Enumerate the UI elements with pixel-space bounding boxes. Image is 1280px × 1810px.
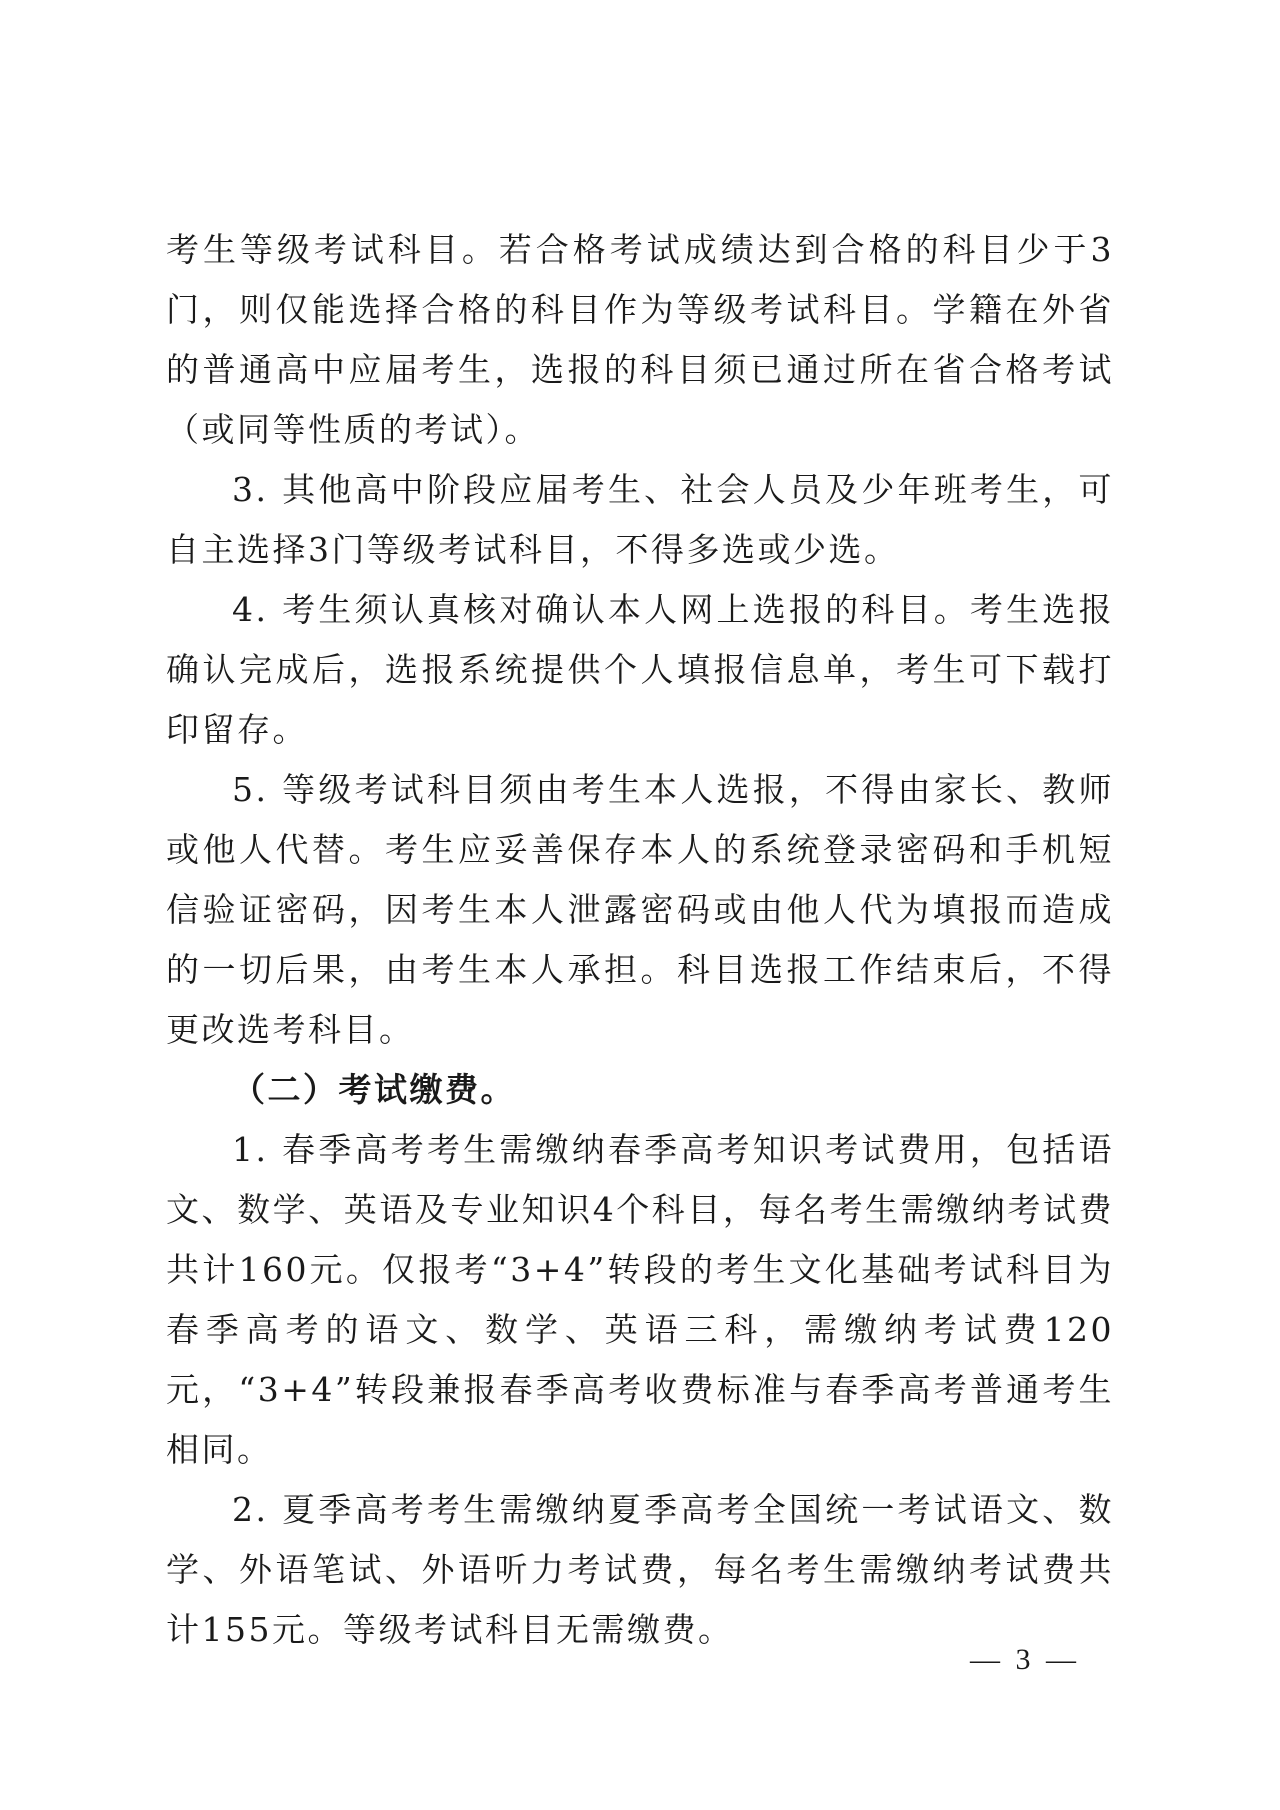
document-body: [166, 220, 1114, 1660]
paragraph-continued-subject-selection: 考生等级考试科目。若合格考试成绩达到合格的科目少于3门，则仅能选择合格的科目作为等级考试科目。学籍在外省的普通高中应届考生，选报的科目须已通过所在省合格考试（或同等性质的考试）。: [166, 230, 1114, 449]
paragraph-item-5: 5. 等级考试科目须由考生本人选报，不得由家长、教师或他人代替。考生应妥善保存本人的系统登录密码和手机短信验证密码，因考生本人泄露密码或由他人代为填报而造成的一切后果，由考生本人承担。科目选报工作结束后，不得更改选考科目。: [166, 770, 1114, 1049]
paragraph-fee-item-2: 2. 夏季高考考生需缴纳夏季高考全国统一考试语文、数学、外语笔试、外语听力考试费，每名考生需缴纳考试费共计155元。等级考试科目无需缴费。: [166, 1490, 1114, 1649]
paragraph-item-4: 4. 考生须认真核对确认本人网上选报的科目。考生选报确认完成后，选报系统提供个人填报信息单，考生可下载打印留存。: [166, 590, 1114, 749]
paragraph-fee-item-1: 1. 春季高考考生需缴纳春季高考知识考试费用，包括语文、数学、英语及专业知识4个科目，每名考生需缴纳考试费共计160元。仅报考“3+4”转段的考生文化基础考试科目为春季高考的语文、数学、英语三科，需缴纳考试费120元，“3+4”转段兼报春季高考收费标准与春季高考普通考生相同。: [166, 1130, 1114, 1469]
page-number: — 3 —: [970, 1643, 1080, 1676]
section-heading-exam-fees: （二）考试缴费。: [232, 1070, 516, 1109]
paragraph-item-3: 3. 其他高中阶段应届考生、社会人员及少年班考生，可自主选择3门等级考试科目，不得多选或少选。: [166, 470, 1114, 569]
